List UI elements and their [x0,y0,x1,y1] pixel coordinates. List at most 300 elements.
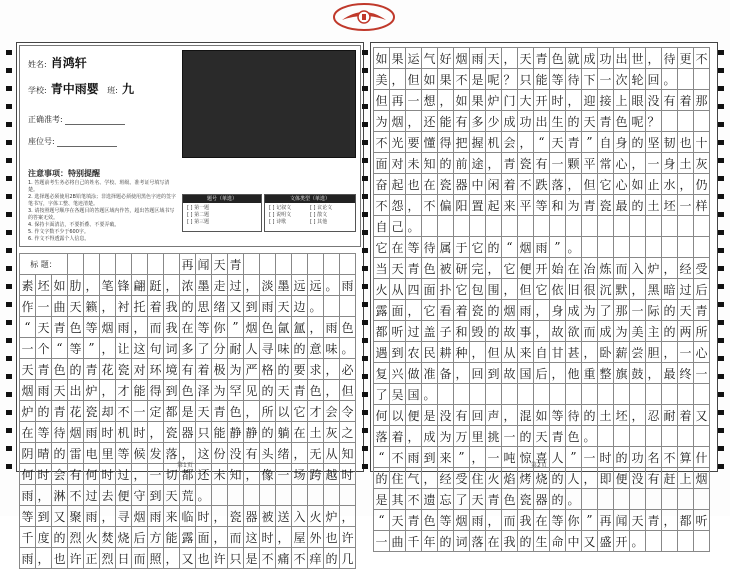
note-item: 5. 作文字数不少于600字。 [28,229,89,235]
grid-cell: 十 [694,132,710,152]
grid-cell: 也 [52,548,68,568]
grid-cell: 到 [148,485,164,505]
grid-cell [694,384,710,404]
grid-cell [614,384,630,404]
grid-cell: 也 [406,174,422,194]
alignment-mark [6,302,12,307]
grid-cell [694,489,710,509]
grid-cell: 身 [550,300,566,320]
grid-cell: 器 [244,506,260,526]
grid-cell: 分 [212,338,228,358]
grid-cell: 气 [422,48,438,68]
grid-cell: ， [164,275,180,295]
grid-cell: 终 [678,363,694,383]
grid-cell: 焰 [502,468,518,488]
alignment-mark [6,158,12,163]
grid-cell: 但 [406,69,422,89]
grid-cell: 待 [566,405,582,425]
notes-title: 注意事项：特别提醒 [28,169,100,178]
grid-cell: 就 [566,48,582,68]
grid-cell: 边 [292,296,308,316]
grid-cell: 美 [630,321,646,341]
grid-cell: 严 [244,359,260,379]
grid-cell [292,254,308,274]
alignment-mark [362,248,368,253]
grid-cell: 。 [662,69,678,89]
grid-cell: ， [36,548,52,568]
grid-row [374,153,710,174]
grid-cell: 万 [454,426,470,446]
grid-cell [486,216,502,236]
grid-cell: 挑 [486,426,502,446]
grid-cell [678,531,694,551]
grid-cell: 会 [52,464,68,484]
grid-cell: 而 [582,321,598,341]
grid-cell: 词 [454,531,470,551]
grid-cell: 。 [406,216,422,236]
grid-cell: 的 [486,300,502,320]
grid-row [374,321,710,342]
grid-cell [470,216,486,236]
grid-row [374,237,710,258]
grid-cell [340,296,356,316]
grid-cell: 雨 [148,506,164,526]
grid-cell: ， [84,275,100,295]
grid-cell: 露 [374,300,390,320]
grid-cell: 痛 [276,548,292,568]
option-item[interactable]: [ ] 记叙文 [269,205,292,211]
grid-cell: 待 [566,69,582,89]
alignment-mark [362,446,368,451]
grid-cell: ” [454,447,470,467]
grid-cell: 许 [68,548,84,568]
grid-cell: 花 [68,401,84,421]
grid-cell [116,254,132,274]
grid-cell: 自 [374,216,390,236]
alignment-mark [718,338,724,343]
grid-cell: ， [100,506,116,526]
grid-cell: 平 [582,153,598,173]
grid-cell: 的 [324,548,340,568]
grid-cell: 时 [100,464,116,484]
right-page [370,42,718,549]
grid-cell [518,384,534,404]
grid-cell: 如 [454,90,470,110]
grid-cell: 躺 [276,422,292,442]
grid-cell: 的 [260,380,276,400]
grid-cell: 不 [390,447,406,467]
alignment-mark [362,194,368,199]
grid-cell: 雨 [260,296,276,316]
grid-cell: 遇 [374,342,390,362]
grid-cell: 炉 [486,90,502,110]
grid-row [374,132,710,153]
grid-cell [486,384,502,404]
alignment-mark [362,284,368,289]
grid-cell [662,216,678,236]
grid-cell: 世 [630,48,646,68]
grid-cell: 定 [148,401,164,421]
grid-cell: 青 [598,111,614,131]
grid-cell: 常 [598,153,614,173]
question-number-box [182,194,262,232]
grid-cell: 包 [470,279,486,299]
grid-cell: 所 [260,401,276,421]
option-item[interactable]: [ ] 第二题 [187,212,210,218]
grid-cell: 但 [518,279,534,299]
grid-cell: 的 [52,443,68,463]
page-number-right: 第2页 [531,462,547,469]
grid-cell: 对 [132,359,148,379]
option-item[interactable]: [ ] 第一题 [187,205,210,211]
grid-cell: 所 [694,321,710,341]
grid-cell: 作 [20,296,36,316]
grid-cell: 的 [662,300,678,320]
grid-cell: 瓷 [84,401,100,421]
alignment-mark [718,230,724,235]
grid-row [374,531,710,552]
grid-cell: 远 [308,275,324,295]
grid-cell: 色 [566,426,582,446]
grid-cell: 一 [502,426,518,446]
grid-cell [662,489,678,509]
grid-cell: 的 [518,426,534,446]
grid-cell: 坯 [36,275,52,295]
grid-cell: 走 [212,275,228,295]
grid-cell: 成 [582,48,598,68]
grid-cell: ， [470,342,486,362]
grid-cell: 一 [582,447,598,467]
grid-cell: 一 [646,153,662,173]
grid-cell [292,485,308,505]
grid-cell: 始 [550,258,566,278]
alignment-mark [6,176,12,181]
grid-cell: 烈 [100,548,116,568]
grid-cell [438,384,454,404]
grid-cell: 上 [678,468,694,488]
grid-cell [276,485,292,505]
grid-cell [678,426,694,446]
grid-cell: 和 [550,195,566,215]
grid-cell: 迎 [582,90,598,110]
grid-cell: 我 [518,510,534,530]
name-row [28,54,87,71]
grid-cell: 入 [630,258,646,278]
grid-cell: ， [534,321,550,341]
grid-cell: 过 [116,464,132,484]
grid-row [20,506,356,527]
grid-cell: 份 [212,443,228,463]
grid-cell: 淋 [52,485,68,505]
grid-cell: 它 [534,279,550,299]
grid-row [20,548,356,569]
grid-cell: 下 [582,69,598,89]
grid-cell: 的 [486,237,502,257]
grid-cell: 土 [646,195,662,215]
grid-cell: ， [212,527,228,547]
alignment-mark [362,104,368,109]
grid-cell: 有 [68,464,84,484]
grid-cell: 听 [390,321,406,341]
grid-cell: 落 [164,443,180,463]
grid-cell: 民 [422,342,438,362]
grid-cell: 烟 [518,237,534,257]
grid-cell [694,111,710,131]
grid-cell: 荒 [180,485,196,505]
grid-cell: 暗 [662,279,678,299]
alignment-marks-right [718,0,724,516]
grid-cell: 火 [374,279,390,299]
grid-cell: 烟 [454,510,470,530]
grid-cell: 得 [438,132,454,152]
grid-cell: 候 [132,443,148,463]
grid-cell: 又 [180,548,196,568]
grid-cell: 己 [390,216,406,236]
grid-cell: 偏 [438,195,454,215]
grid-cell: 奋 [374,174,390,194]
barcode-area [182,50,356,158]
name-value: 肖鸿轩 [50,56,87,70]
alignment-mark [362,122,368,127]
grid-cell: 烟 [20,380,36,400]
grid-cell: 水 [662,174,678,194]
grid-cell: 像 [260,464,276,484]
grid-cell: 天 [196,401,212,421]
alignment-mark [718,410,724,415]
grid-cell [454,216,470,236]
grid-cell: 天 [36,317,52,337]
grid-cell: 籁 [84,296,100,316]
grid-cell: 天 [212,254,228,274]
grid-cell: 把 [454,132,470,152]
grid-cell: 扑 [438,279,454,299]
grid-cell: 味 [324,338,340,358]
grid-cell: ， [630,153,646,173]
grid-cell: 器 [180,422,196,442]
grid-cell: 主 [646,321,662,341]
grid-cell: 成 [566,300,582,320]
grid-cell: 依 [550,279,566,299]
grid-cell: 雨 [20,548,36,568]
grid-cell: 是 [422,405,438,425]
grid-cell: 天 [486,48,502,68]
grid-cell: 最 [614,195,630,215]
grid-cell: 色 [340,317,356,337]
grid-cell: 求 [308,359,324,379]
grid-cell: ， [148,422,164,442]
grid-cell: “ [52,338,68,358]
grid-cell: 又 [228,296,244,316]
grid-cell: 平 [518,195,534,215]
grid-cell: ， [582,342,598,362]
grid-cell: 才 [116,380,132,400]
option-item[interactable]: [ ] 议论文 [310,205,333,211]
grid-cell: 瓷 [518,153,534,173]
grid-cell: 土 [598,405,614,425]
grid-cell: 待 [52,422,68,442]
option-item[interactable]: [ ] 说明文 [269,212,292,218]
title-row [20,254,356,275]
right-writing-grid [373,47,710,552]
grid-cell: 是 [244,548,260,568]
grid-cell: 托 [132,296,148,316]
grid-cell: 它 [502,258,518,278]
option-item[interactable]: [ ] 其他 [310,219,328,225]
grid-row [374,48,710,69]
grid-cell: 如 [534,405,550,425]
grid-cell: 再 [390,90,406,110]
grid-cell: ， [180,443,196,463]
alignment-marks-middle [362,0,368,516]
grid-cell: 过 [406,321,422,341]
alignment-mark [6,140,12,145]
grid-cell: ， [646,363,662,383]
grid-cell: 能 [534,69,550,89]
grid-cell [534,216,550,236]
grid-cell: 赶 [662,468,678,488]
note-item: 3. 请按照题号顺序在各题目的答题区域内作答，超出答题区域书写的答案无效。 [28,208,175,221]
grid-cell: 如 [630,174,646,194]
grid-cell [598,426,614,446]
grid-cell: 色 [550,48,566,68]
grid-cell: 电 [84,443,100,463]
grid-cell: 不 [68,485,84,505]
grid-cell: 人 [550,447,566,467]
grid-cell: 坚 [646,132,662,152]
grid-cell: 入 [292,506,308,526]
alignment-mark [362,140,368,145]
grid-cell: 个 [36,338,52,358]
grid-cell: ， [308,317,324,337]
grid-cell [308,254,324,274]
option-item[interactable]: [ ] 第三题 [187,219,210,225]
grid-cell: 烟 [100,317,116,337]
grid-cell: ， [132,464,148,484]
grid-cell: 它 [292,401,308,421]
grid-cell: 不 [374,195,390,215]
grid-cell: 不 [292,548,308,568]
grid-cell: 色 [52,359,68,379]
grid-cell: 被 [438,258,454,278]
grid-cell: 默 [614,279,630,299]
alignment-mark [718,374,724,379]
grid-cell: 都 [678,510,694,530]
grid-cell: 不 [422,195,438,215]
grid-cell [646,237,662,257]
grid-cell: 静 [244,422,260,442]
option-item[interactable]: [ ] 诗歌 [269,219,287,225]
grid-cell: 生 [550,111,566,131]
grid-cell: 墨 [196,275,212,295]
grid-cell [68,254,84,274]
grid-cell: 炉 [646,258,662,278]
grid-cell: 跨 [308,464,324,484]
grid-cell: ， [438,90,454,110]
option-item[interactable]: [ ] 散文 [310,212,328,218]
grid-cell: 墨 [276,275,292,295]
grid-cell: 屋 [292,527,308,547]
grid-cell: 年 [422,531,438,551]
grid-cell: 一 [276,464,292,484]
grid-row [374,489,710,510]
grid-cell [244,485,260,505]
grid-cell: 到 [422,447,438,467]
grid-cell: ， [406,426,422,446]
grid-cell: 没 [228,443,244,463]
grid-cell: ， [502,405,518,425]
grid-cell: 只 [228,548,244,568]
grid-cell: 便 [518,258,534,278]
grid-cell [678,384,694,404]
grid-cell: ， [406,111,422,131]
grid-cell [276,254,292,274]
grid-cell: ， [454,363,470,383]
grid-cell: 方 [148,527,164,547]
grid-cell [630,489,646,509]
grid-cell [598,384,614,404]
grid-cell [646,216,662,236]
grid-cell: 的 [438,531,454,551]
grid-cell: 如 [52,275,68,295]
alignment-mark [718,86,724,91]
grid-cell: 日 [116,548,132,568]
grid-cell: 围 [486,279,502,299]
grid-cell: 混 [518,405,534,425]
grid-cell: 浓 [180,275,196,295]
grid-cell: 完 [470,258,486,278]
grid-cell: 回 [646,69,662,89]
grid-cell: 炼 [598,258,614,278]
grid-cell: 但 [340,380,356,400]
grid-cell: 青 [566,132,582,152]
grid-cell: 青 [228,254,244,274]
grid-cell: 心 [694,342,710,362]
grid-cell: 。 [308,296,324,316]
grid-cell: 来 [438,447,454,467]
alignment-marks-left [6,0,12,516]
grid-cell: 知 [228,464,244,484]
grid-cell: 都 [180,464,196,484]
grid-cell: ， [486,510,502,530]
grid-cell: 为 [212,380,228,400]
grid-cell: 阴 [20,443,36,463]
grid-cell: 会 [324,401,340,421]
grid-cell: 如 [374,48,390,68]
grid-cell: 自 [534,342,550,362]
grid-cell: 闲 [486,174,502,194]
notes-list [28,180,178,243]
alignment-mark [362,392,368,397]
grid-cell: 静 [228,422,244,442]
alignment-mark [6,320,12,325]
grid-cell: 境 [164,359,180,379]
grid-cell: 等 [550,405,566,425]
alignment-mark [6,338,12,343]
grid-cell: 痒 [308,548,324,568]
grid-cell: 意 [308,338,324,358]
alignment-mark [6,374,12,379]
grid-cell: 忍 [646,405,662,425]
grid-cell: 在 [390,237,406,257]
grid-cell: 一 [36,296,52,316]
grid-cell: 烈 [68,527,84,547]
alignment-mark [718,68,724,73]
grid-cell: “ [20,317,36,337]
grid-cell: 着 [196,359,212,379]
grid-cell: ， [678,174,694,194]
grid-cell: 青 [486,489,502,509]
grid-cell: 什 [694,447,710,467]
